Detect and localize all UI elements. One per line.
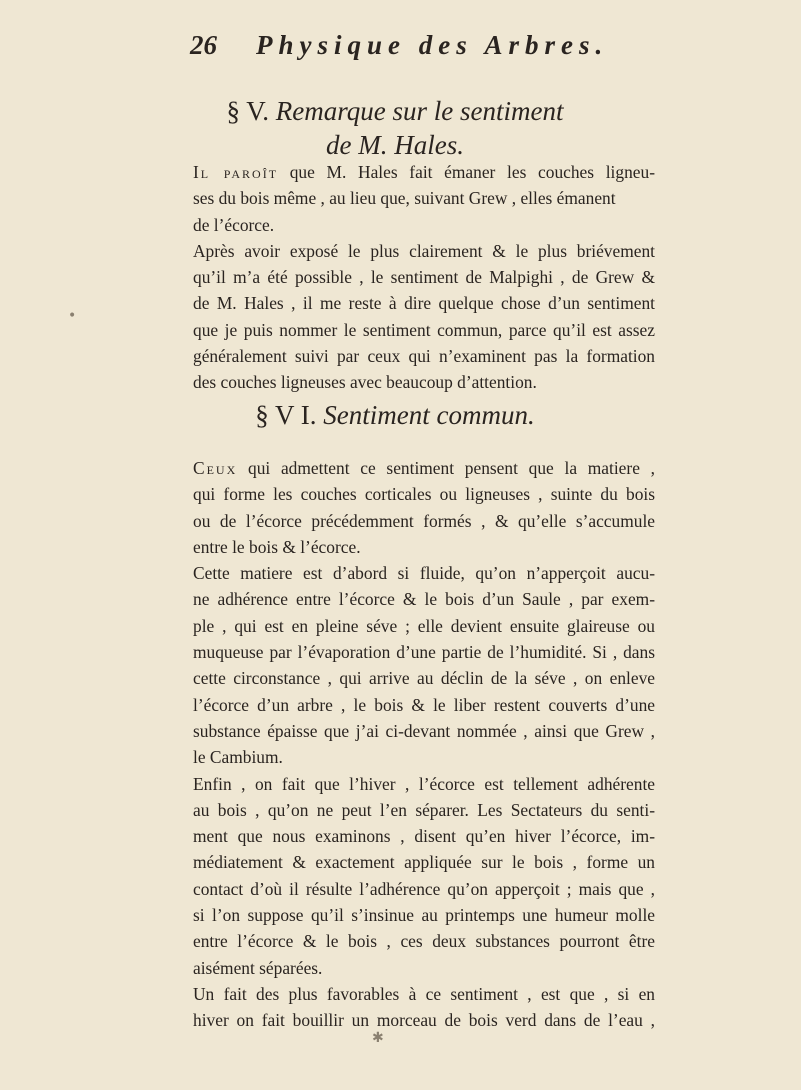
section-6-symbol: § V I. bbox=[255, 400, 317, 430]
ink-blot: ✱ bbox=[372, 1030, 384, 1046]
text-line: qui forme les couches corticales ou ligneuses , suinte du bois bbox=[193, 484, 655, 505]
text-line: qu’il m’a été possible , le sentiment de Malpighi , de Grew & bbox=[193, 267, 655, 288]
text-line: Après avoir exposé le plus clairement & le plus briévement bbox=[193, 240, 655, 261]
text-line: ment que nous examinons , disent qu’en hiver l’écorce, im- bbox=[193, 826, 655, 847]
text-line: de l’écorce. bbox=[193, 214, 275, 235]
running-head bbox=[190, 30, 660, 70]
section-5-heading-line2 bbox=[160, 128, 630, 162]
text-line: entre l’écorce & le bois , ces deux substances pourront être bbox=[193, 931, 655, 952]
text-line: au bois , qu’on ne peut l’en séparer. Les Sectateurs du senti- bbox=[193, 799, 655, 820]
text-line: contact d’où il résulte l’adhérence qu’on apperçoit ; mais que , bbox=[193, 878, 655, 899]
text-line: ne adhérence entre l’écorce & le bois d’un Saule , par exem- bbox=[193, 589, 655, 610]
text-line: Il paroît que M. Hales fait émaner les couches ligneu- bbox=[193, 162, 655, 182]
margin-mark: • bbox=[68, 308, 77, 324]
text-line: Ceux qui admettent ce sentiment pensent que la matiere , bbox=[193, 458, 655, 478]
running-title: Physique des Arbres. bbox=[256, 30, 609, 60]
text-line: Enfin , on fait que l’hiver , l’écorce est tellement adhérente bbox=[193, 773, 655, 794]
text-line: cette circonstance , qui arrive au déclin de la séve , on enleve bbox=[193, 668, 655, 689]
text-line: que je puis nommer le sentiment commun, parce qu’il est assez bbox=[193, 319, 655, 340]
paragraph-2 bbox=[193, 455, 655, 1034]
section-5-heading bbox=[160, 94, 630, 128]
text-line: si l’on suppose qu’il s’insinue au printemps une humeur molle bbox=[193, 905, 655, 926]
section-6-heading bbox=[160, 398, 630, 432]
text-line: aisément séparées. bbox=[193, 957, 323, 978]
text-line: substance épaisse que j’ai ci-devant nommée , ainsi que Grew , bbox=[193, 720, 655, 741]
text-line: hiver on fait bouillir un morceau de bois verd dans de l’eau , bbox=[193, 1010, 655, 1031]
text-line: le Cambium. bbox=[193, 747, 283, 768]
text-line: muqueuse par l’évaporation d’une partie de l’humidité. Si , dans bbox=[193, 642, 655, 663]
section-6-title: Sentiment commun. bbox=[323, 400, 535, 430]
text-line: généralement suivi par ceux qui n’examinent pas la formation bbox=[193, 346, 655, 367]
text-line: entre le bois & l’écorce. bbox=[193, 536, 361, 557]
text-line: ou de l’écorce précédemment formés , & qu’elle s’accumule bbox=[193, 510, 655, 531]
paragraph-1 bbox=[193, 159, 655, 396]
text-line: Cette matiere est d’abord si fluide, qu’on n’apperçoit aucu- bbox=[193, 563, 655, 584]
section-5-symbol: § V. bbox=[226, 96, 270, 126]
text-line: l’écorce d’un arbre , le bois & le liber restent couverts d’une bbox=[193, 694, 655, 715]
section-5-title-line2: de M. Hales. bbox=[326, 130, 464, 160]
text-line: de M. Hales , il me reste à dire quelque chose d’un sentiment bbox=[193, 293, 655, 314]
paragraph-opening-words: Ceux bbox=[193, 458, 238, 478]
paragraph-opening-words: Il paroît bbox=[193, 162, 279, 182]
page-number: 26 bbox=[190, 30, 217, 60]
text-line: médiatement & exactement appliquée sur le bois , forme un bbox=[193, 852, 655, 873]
section-5-title-line1: Remarque sur le sentiment bbox=[275, 96, 564, 126]
text-line: ses du bois même , au lieu que, suivant Grew , elles émanent bbox=[193, 188, 616, 209]
text-line: des couches ligneuses avec beaucoup d’attention. bbox=[193, 372, 537, 393]
text-line: ple , qui est en pleine séve ; elle devient ensuite glaireuse ou bbox=[193, 615, 655, 636]
text-line: Un fait des plus favorables à ce sentiment , est que , si en bbox=[193, 983, 655, 1004]
